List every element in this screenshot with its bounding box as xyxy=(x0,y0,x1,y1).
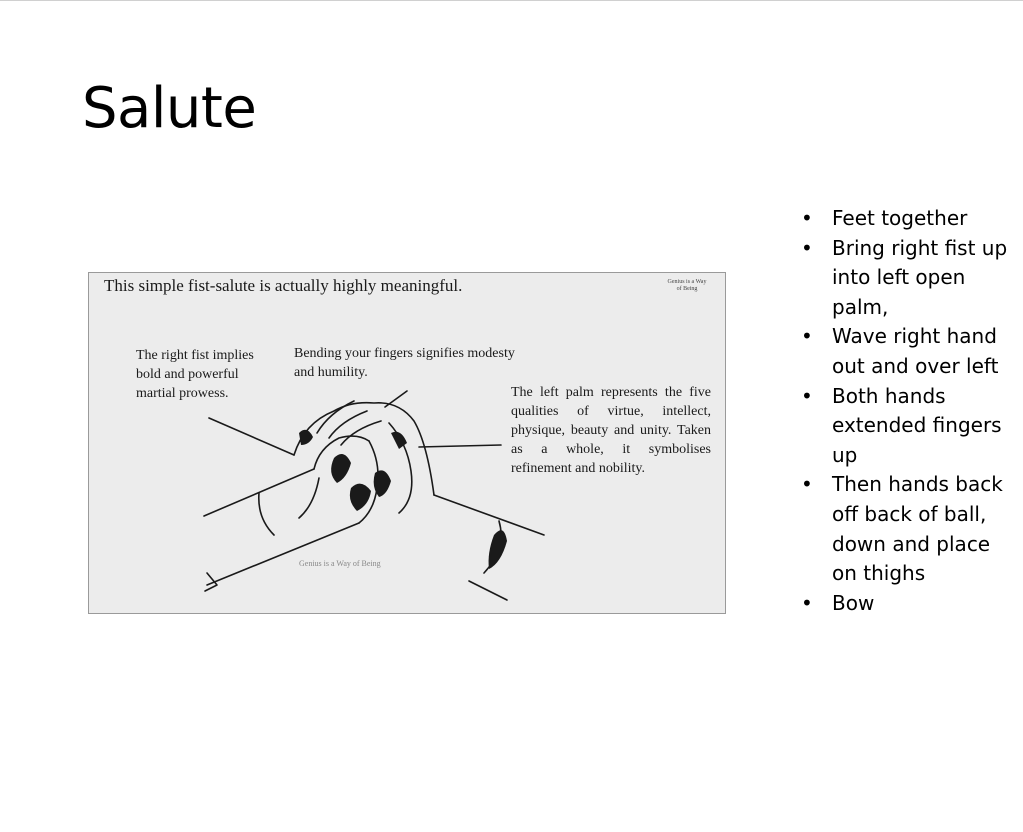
figure-heading: This simple fist-salute is actually highly meaningful. xyxy=(104,276,463,295)
list-item-text: Both hands extended fingers up xyxy=(832,383,1002,467)
bending-fingers-note: Bending your fingers signifies modesty and humility. xyxy=(294,346,515,380)
fist-leader-line xyxy=(209,418,294,455)
bullet-icon: • xyxy=(801,383,813,408)
list-item-text: Bow xyxy=(832,590,875,615)
slide-title: Salute xyxy=(82,76,257,141)
list-item xyxy=(801,204,1011,234)
list-item xyxy=(801,322,1011,381)
list-item-text: Then hands back off back of ball, down and place on thighs xyxy=(832,472,1003,586)
figure-caption: Genius is a Way of Being xyxy=(299,559,381,568)
bullet-icon: • xyxy=(801,324,813,349)
bullet-icon: • xyxy=(801,472,813,497)
instruction-list xyxy=(801,204,1011,618)
figure-stamp: Genius is a Way of Being xyxy=(667,279,707,292)
palm-leader-line xyxy=(419,445,501,447)
list-item-text: Feet together xyxy=(832,206,968,230)
list-item xyxy=(801,470,1011,588)
top-border-line xyxy=(0,0,1023,1)
list-item xyxy=(801,234,1011,323)
salute-illustration xyxy=(88,272,726,614)
bullet-icon: • xyxy=(801,590,813,615)
left-palm-note: The left palm represents the five qualities of virtue, intellect, physique, beauty and unity. Taken as a whole, it symbolises refinement and nobility. xyxy=(511,385,711,476)
list-item-text: Bring right fist up into left open palm, xyxy=(832,235,1008,319)
list-item-text: Wave right hand out and over left xyxy=(832,324,999,378)
right-fist-note: The right fist implies bold and powerful martial prowess. xyxy=(136,348,254,401)
bullet-icon: • xyxy=(801,235,813,260)
list-item xyxy=(801,589,1011,619)
list-item xyxy=(801,382,1011,471)
bullet-icon: • xyxy=(801,206,813,230)
